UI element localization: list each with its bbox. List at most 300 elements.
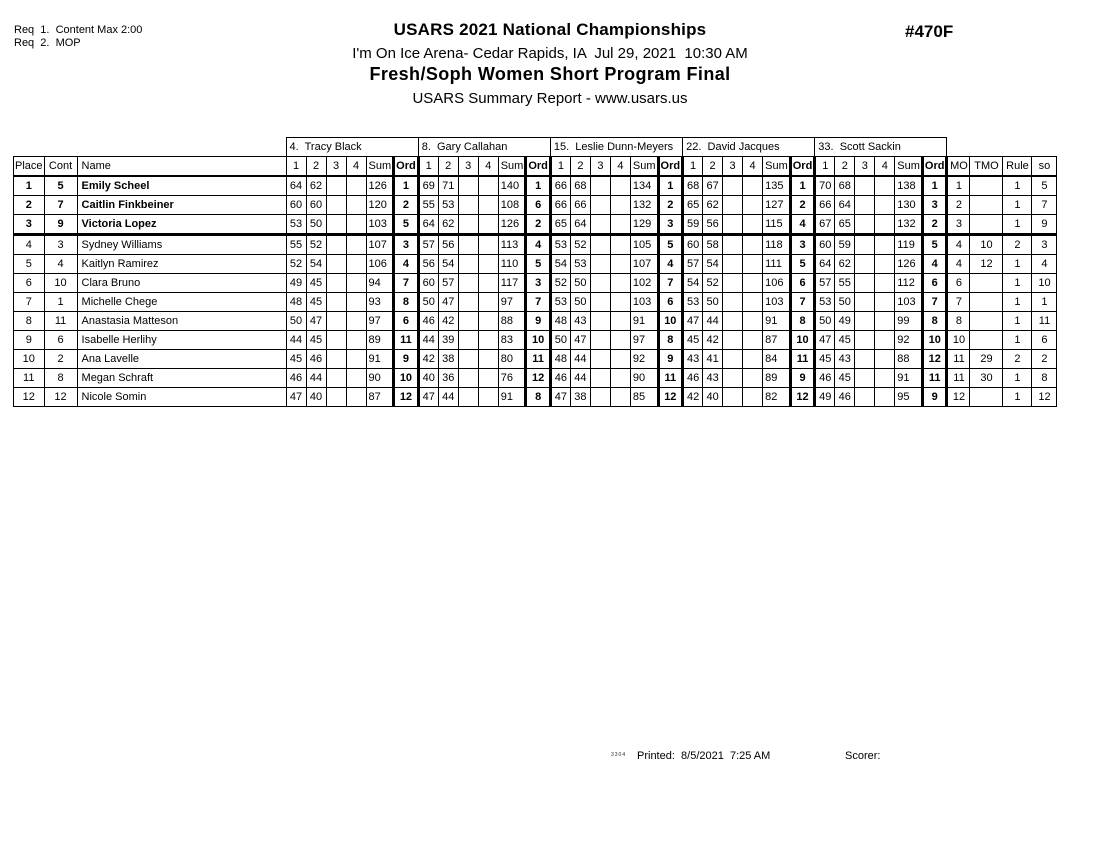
sum-cell: 103 <box>366 215 394 235</box>
score-cell: 46 <box>286 369 306 388</box>
ord-cell: 5 <box>394 215 419 235</box>
score-cell: 62 <box>703 196 723 215</box>
cont-cell: 5 <box>44 176 77 196</box>
sum-cell: 127 <box>763 196 791 215</box>
ord-cell: 8 <box>526 388 551 407</box>
score-cell: 45 <box>683 331 703 350</box>
mo-cell: 2 <box>947 196 970 215</box>
score-cell: 45 <box>286 350 306 369</box>
sum-cell: 80 <box>498 350 526 369</box>
sum-cell: 103 <box>895 293 923 312</box>
place-cell: 6 <box>14 274 45 293</box>
name-cell: Victoria Lopez <box>77 215 286 235</box>
rule-cell: 1 <box>1003 215 1032 235</box>
score-col-header: 2 <box>835 157 855 177</box>
score-cell <box>723 255 743 274</box>
name-cell: Caitlin Finkbeiner <box>77 196 286 215</box>
score-cell <box>478 274 498 293</box>
score-cell: 36 <box>438 369 458 388</box>
score-cell: 50 <box>306 215 326 235</box>
score-cell <box>478 196 498 215</box>
score-cell: 50 <box>550 331 570 350</box>
ord-cell: 3 <box>922 196 947 215</box>
score-cell: 43 <box>570 312 590 331</box>
score-cell: 68 <box>835 176 855 196</box>
event-title: Fresh/Soph Women Short Program Final <box>369 64 731 84</box>
score-cell: 47 <box>683 312 703 331</box>
score-cell <box>610 312 630 331</box>
sum-cell: 110 <box>498 255 526 274</box>
sum-cell: 82 <box>763 388 791 407</box>
ord-cell: 2 <box>922 215 947 235</box>
sum-cell: 106 <box>366 255 394 274</box>
sum-cell: 92 <box>630 350 658 369</box>
sum-cell: 129 <box>630 215 658 235</box>
score-cell <box>743 388 763 407</box>
sum-cell: 119 <box>895 235 923 255</box>
sum-cell: 111 <box>763 255 791 274</box>
sum-cell: 89 <box>763 369 791 388</box>
tmo-cell <box>970 215 1003 235</box>
score-cell: 57 <box>683 255 703 274</box>
ord-cell: 4 <box>658 255 683 274</box>
score-col-header: 4 <box>478 157 498 177</box>
sum-cell: 107 <box>630 255 658 274</box>
cont-cell: 4 <box>44 255 77 274</box>
score-cell <box>346 312 366 331</box>
score-cell <box>458 196 478 215</box>
score-cell <box>723 196 743 215</box>
cont-header: Cont <box>44 157 77 177</box>
tmo-cell: 29 <box>970 350 1003 369</box>
score-cell <box>590 215 610 235</box>
score-cell <box>855 215 875 235</box>
cont-cell: 7 <box>44 196 77 215</box>
skater-row <box>14 274 1057 293</box>
score-cell: 52 <box>286 255 306 274</box>
tail-header-rule: Rule <box>1003 157 1032 177</box>
score-cell: 40 <box>418 369 438 388</box>
so-cell: 1 <box>1032 293 1057 312</box>
venue-date-line: I'm On Ice Arena- Cedar Rapids, IA Jul 29, 2021 10:30 AM <box>352 45 748 62</box>
ord-cell: 4 <box>922 255 947 274</box>
score-cell <box>875 350 895 369</box>
score-cell <box>875 215 895 235</box>
version-stamp: 3304 <box>611 752 627 758</box>
so-cell: 2 <box>1032 350 1057 369</box>
score-cell: 53 <box>438 196 458 215</box>
cont-cell: 2 <box>44 350 77 369</box>
tmo-cell <box>970 388 1003 407</box>
ord-cell: 8 <box>394 293 419 312</box>
score-cell: 46 <box>550 369 570 388</box>
score-cell <box>610 255 630 274</box>
ord-cell: 9 <box>922 388 947 407</box>
ord-header: Ord <box>526 157 551 177</box>
score-cell <box>855 369 875 388</box>
score-cell <box>743 176 763 196</box>
ord-cell: 6 <box>922 274 947 293</box>
tail-header-tmo: TMO <box>970 157 1003 177</box>
skater-row <box>14 196 1057 215</box>
score-cell: 59 <box>683 215 703 235</box>
score-cell: 53 <box>286 215 306 235</box>
score-cell <box>743 255 763 274</box>
score-cell <box>326 215 346 235</box>
sum-cell: 117 <box>498 274 526 293</box>
sum-cell: 97 <box>366 312 394 331</box>
ord-cell: 5 <box>790 255 815 274</box>
sum-cell: 115 <box>763 215 791 235</box>
so-cell: 10 <box>1032 274 1057 293</box>
score-cell: 65 <box>835 215 855 235</box>
score-cell <box>875 176 895 196</box>
report-subtitle: USARS Summary Report - www.usars.us <box>412 90 688 107</box>
place-cell: 3 <box>14 215 45 235</box>
ord-cell: 3 <box>790 235 815 255</box>
sum-header: Sum <box>895 157 923 177</box>
score-col-header: 3 <box>458 157 478 177</box>
score-cell: 49 <box>286 274 306 293</box>
sum-cell: 97 <box>498 293 526 312</box>
score-cell: 58 <box>703 235 723 255</box>
score-cell: 68 <box>683 176 703 196</box>
score-cell: 67 <box>703 176 723 196</box>
score-cell: 43 <box>683 350 703 369</box>
score-cell <box>855 331 875 350</box>
score-cell <box>855 350 875 369</box>
score-cell: 64 <box>418 215 438 235</box>
judge-header: 33. Scott Sackin <box>815 138 947 157</box>
ord-cell: 9 <box>526 312 551 331</box>
score-cell <box>610 350 630 369</box>
tmo-cell <box>970 274 1003 293</box>
score-cell: 62 <box>835 255 855 274</box>
sum-cell: 88 <box>895 350 923 369</box>
score-cell: 47 <box>815 331 835 350</box>
score-cell <box>590 369 610 388</box>
score-cell <box>723 388 743 407</box>
score-col-header: 1 <box>550 157 570 177</box>
sum-cell: 89 <box>366 331 394 350</box>
score-cell: 52 <box>703 274 723 293</box>
score-cell <box>458 369 478 388</box>
header-spacer-left <box>14 138 287 157</box>
ord-cell: 3 <box>394 235 419 255</box>
score-cell: 52 <box>570 235 590 255</box>
mo-cell: 3 <box>947 215 970 235</box>
ord-cell: 8 <box>790 312 815 331</box>
score-cell: 47 <box>570 331 590 350</box>
score-cell <box>855 255 875 274</box>
ord-header: Ord <box>394 157 419 177</box>
sum-cell: 126 <box>366 176 394 196</box>
score-cell: 50 <box>418 293 438 312</box>
tmo-cell <box>970 293 1003 312</box>
score-cell: 41 <box>703 350 723 369</box>
so-cell: 8 <box>1032 369 1057 388</box>
score-cell <box>723 350 743 369</box>
ord-cell: 2 <box>526 215 551 235</box>
ord-cell: 11 <box>922 369 947 388</box>
score-cell <box>855 388 875 407</box>
score-cell <box>346 235 366 255</box>
score-cell <box>458 293 478 312</box>
score-cell <box>478 350 498 369</box>
sum-cell: 138 <box>895 176 923 196</box>
ord-cell: 11 <box>394 331 419 350</box>
name-cell: Clara Bruno <box>77 274 286 293</box>
name-cell: Sydney Williams <box>77 235 286 255</box>
mo-cell: 11 <box>947 350 970 369</box>
mo-cell: 4 <box>947 235 970 255</box>
score-col-header: 1 <box>418 157 438 177</box>
cont-cell: 12 <box>44 388 77 407</box>
score-cell <box>458 331 478 350</box>
score-cell <box>326 255 346 274</box>
score-cell <box>723 369 743 388</box>
ord-cell: 12 <box>790 388 815 407</box>
score-cell: 42 <box>438 312 458 331</box>
score-cell <box>855 274 875 293</box>
score-col-header: 4 <box>875 157 895 177</box>
score-cell <box>590 312 610 331</box>
score-cell: 68 <box>570 176 590 196</box>
ord-header: Ord <box>790 157 815 177</box>
mo-cell: 1 <box>947 176 970 196</box>
judge-header: 22. David Jacques <box>683 138 815 157</box>
cont-cell: 3 <box>44 235 77 255</box>
ord-cell: 1 <box>526 176 551 196</box>
score-cell <box>723 331 743 350</box>
score-cell: 38 <box>438 350 458 369</box>
ord-cell: 7 <box>790 293 815 312</box>
ord-cell: 1 <box>790 176 815 196</box>
score-cell <box>326 196 346 215</box>
score-cell <box>458 176 478 196</box>
sum-cell: 108 <box>498 196 526 215</box>
score-cell: 53 <box>550 293 570 312</box>
score-cell <box>855 293 875 312</box>
score-col-header: 3 <box>326 157 346 177</box>
score-cell <box>743 331 763 350</box>
header-spacer-right <box>947 138 1057 157</box>
sum-header: Sum <box>498 157 526 177</box>
score-cell <box>743 312 763 331</box>
sum-cell: 93 <box>366 293 394 312</box>
score-cell <box>590 176 610 196</box>
score-cell: 53 <box>815 293 835 312</box>
score-cell: 48 <box>550 350 570 369</box>
sum-cell: 105 <box>630 235 658 255</box>
ord-cell: 6 <box>658 293 683 312</box>
score-cell: 55 <box>286 235 306 255</box>
score-col-header: 1 <box>815 157 835 177</box>
score-cell <box>478 388 498 407</box>
sum-cell: 90 <box>630 369 658 388</box>
tail-header-so: so <box>1032 157 1057 177</box>
score-cell: 46 <box>418 312 438 331</box>
score-cell <box>346 350 366 369</box>
score-cell: 56 <box>418 255 438 274</box>
ord-cell: 5 <box>526 255 551 274</box>
score-cell <box>478 235 498 255</box>
score-cell <box>855 312 875 331</box>
score-cell: 60 <box>815 235 835 255</box>
score-cell <box>458 388 478 407</box>
score-cell: 55 <box>835 274 855 293</box>
score-cell: 66 <box>550 196 570 215</box>
event-number: #470F <box>905 22 954 41</box>
sum-cell: 94 <box>366 274 394 293</box>
score-cell: 64 <box>570 215 590 235</box>
score-cell: 71 <box>438 176 458 196</box>
sum-cell: 87 <box>763 331 791 350</box>
mo-cell: 12 <box>947 388 970 407</box>
score-cell: 50 <box>815 312 835 331</box>
name-cell: Megan Schraft <box>77 369 286 388</box>
rule-cell: 2 <box>1003 350 1032 369</box>
score-cell: 54 <box>683 274 703 293</box>
score-cell <box>743 350 763 369</box>
score-cell <box>590 274 610 293</box>
sum-cell: 132 <box>630 196 658 215</box>
score-cell <box>743 274 763 293</box>
score-cell: 47 <box>550 388 570 407</box>
so-cell: 5 <box>1032 176 1057 196</box>
rule-cell: 1 <box>1003 176 1032 196</box>
tmo-cell: 10 <box>970 235 1003 255</box>
sum-header: Sum <box>630 157 658 177</box>
name-cell: Kaitlyn Ramirez <box>77 255 286 274</box>
score-cell <box>346 331 366 350</box>
ord-cell: 10 <box>658 312 683 331</box>
ord-cell: 7 <box>922 293 947 312</box>
rule-cell: 1 <box>1003 312 1032 331</box>
score-cell <box>590 255 610 274</box>
score-cell <box>610 176 630 196</box>
printed-timestamp: Printed: 8/5/2021 7:25 AM <box>637 750 771 762</box>
cont-cell: 8 <box>44 369 77 388</box>
score-cell: 54 <box>703 255 723 274</box>
ord-cell: 6 <box>394 312 419 331</box>
sum-cell: 87 <box>366 388 394 407</box>
rule-cell: 1 <box>1003 369 1032 388</box>
score-cell: 56 <box>703 215 723 235</box>
score-col-header: 2 <box>570 157 590 177</box>
score-cell <box>590 196 610 215</box>
sum-cell: 135 <box>763 176 791 196</box>
sum-cell: 91 <box>366 350 394 369</box>
score-cell <box>478 215 498 235</box>
score-cell: 65 <box>550 215 570 235</box>
sum-cell: 85 <box>630 388 658 407</box>
name-cell: Nicole Somin <box>77 388 286 407</box>
ord-cell: 4 <box>394 255 419 274</box>
score-cell: 59 <box>835 235 855 255</box>
sum-cell: 120 <box>366 196 394 215</box>
score-cell <box>346 369 366 388</box>
score-cell: 42 <box>418 350 438 369</box>
score-cell <box>590 350 610 369</box>
score-cell <box>346 293 366 312</box>
score-cell <box>326 274 346 293</box>
score-cell <box>346 176 366 196</box>
sum-cell: 112 <box>895 274 923 293</box>
sum-header: Sum <box>763 157 791 177</box>
sum-cell: 99 <box>895 312 923 331</box>
tmo-cell <box>970 312 1003 331</box>
rule-cell: 2 <box>1003 235 1032 255</box>
sum-cell: 118 <box>763 235 791 255</box>
score-cell <box>743 235 763 255</box>
score-cell: 52 <box>306 235 326 255</box>
mo-cell: 10 <box>947 331 970 350</box>
score-cell <box>743 293 763 312</box>
tmo-cell <box>970 196 1003 215</box>
score-cell <box>875 274 895 293</box>
rule-cell: 1 <box>1003 274 1032 293</box>
score-cell <box>326 235 346 255</box>
judge-name-row <box>14 138 1057 157</box>
sum-cell: 140 <box>498 176 526 196</box>
score-cell: 47 <box>306 312 326 331</box>
score-cell: 53 <box>683 293 703 312</box>
ord-cell: 11 <box>658 369 683 388</box>
score-cell: 44 <box>286 331 306 350</box>
sum-cell: 97 <box>630 331 658 350</box>
cont-cell: 1 <box>44 293 77 312</box>
score-cell: 43 <box>703 369 723 388</box>
score-cell: 66 <box>570 196 590 215</box>
ord-cell: 9 <box>658 350 683 369</box>
score-col-header: 2 <box>703 157 723 177</box>
sum-cell: 130 <box>895 196 923 215</box>
score-cell <box>723 235 743 255</box>
score-cell: 46 <box>815 369 835 388</box>
skater-row <box>14 215 1057 235</box>
page-title: USARS 2021 National Championships <box>393 20 707 39</box>
score-cell: 44 <box>306 369 326 388</box>
score-cell <box>326 293 346 312</box>
score-cell: 44 <box>570 369 590 388</box>
score-cell: 47 <box>438 293 458 312</box>
score-cell: 38 <box>570 388 590 407</box>
ord-cell: 8 <box>922 312 947 331</box>
mo-cell: 6 <box>947 274 970 293</box>
rule-cell: 1 <box>1003 293 1032 312</box>
score-cell: 62 <box>438 215 458 235</box>
score-cell <box>610 196 630 215</box>
score-cell: 45 <box>306 331 326 350</box>
score-cell <box>346 274 366 293</box>
ord-cell: 5 <box>658 235 683 255</box>
score-cell <box>590 331 610 350</box>
score-cell: 54 <box>306 255 326 274</box>
score-cell <box>723 312 743 331</box>
rule-cell: 1 <box>1003 331 1032 350</box>
so-cell: 4 <box>1032 255 1057 274</box>
ord-cell: 12 <box>922 350 947 369</box>
skater-row <box>14 331 1057 350</box>
score-cell: 49 <box>835 312 855 331</box>
score-cell <box>875 196 895 215</box>
score-cell <box>458 215 478 235</box>
ord-cell: 1 <box>922 176 947 196</box>
skater-row <box>14 350 1057 369</box>
score-cell <box>346 388 366 407</box>
score-cell: 50 <box>570 293 590 312</box>
